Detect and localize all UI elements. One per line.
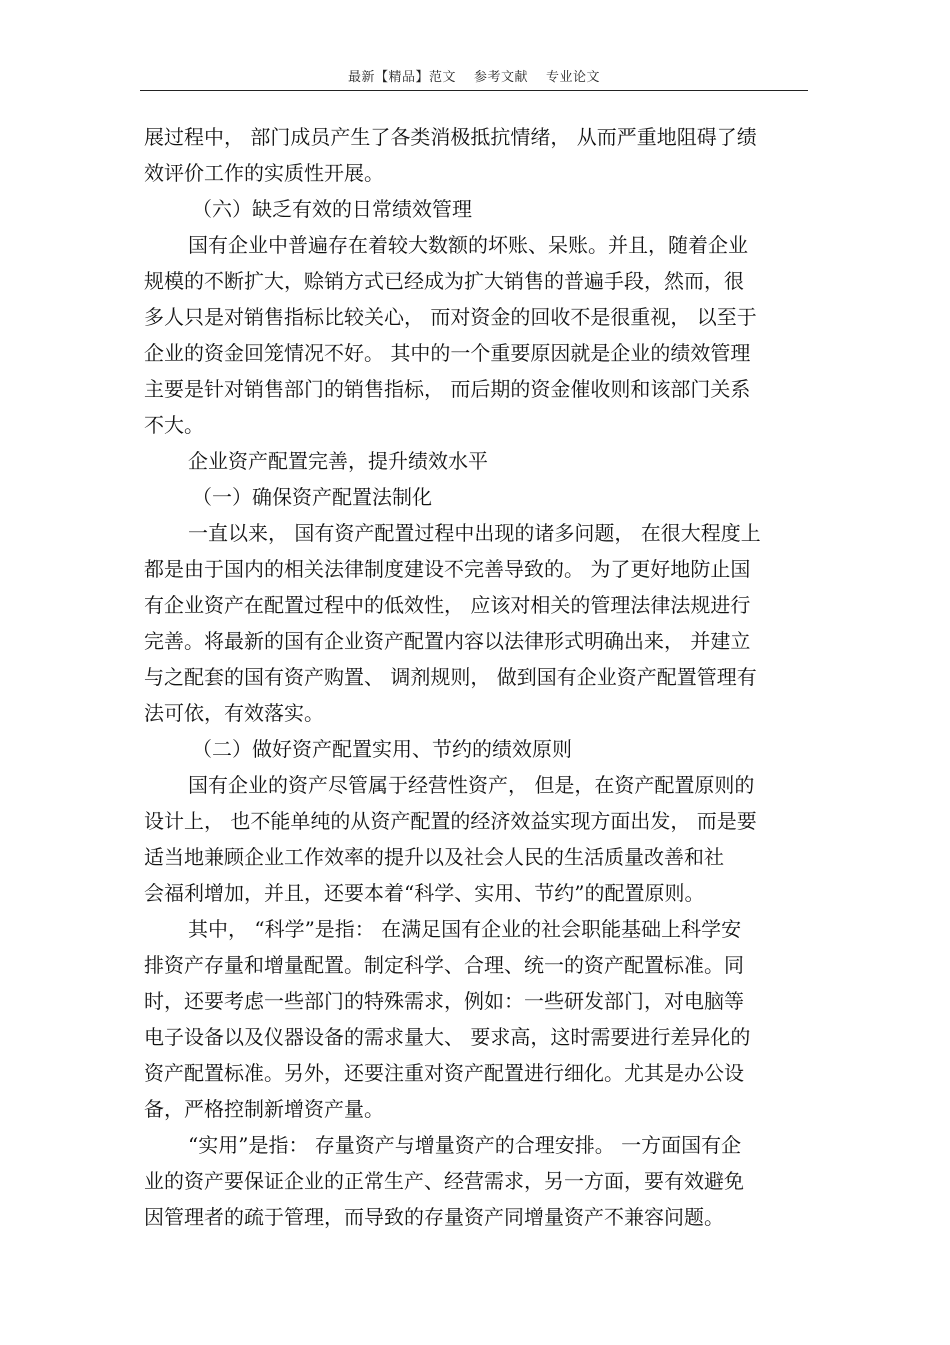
text-line: “实用”是指： 存量资产与增量资产的合理安排。 一方面国有企 [188,1133,742,1157]
text-line: 展过程中， 部门成员产生了各类消极抵抗情绪， 从而严重地阻碍了绩 [144,125,757,149]
text-line: 其中， “科学”是指： 在满足国有企业的社会职能基础上科学安 [188,917,742,941]
text-line: 排资产存量和增量配置。制定科学、合理、统一的资产配置标准。同 [144,953,744,977]
text-line: 国有企业的资产尽管属于经营性资产， 但是，在资产配置原则的 [188,773,755,797]
header-divider [140,90,808,91]
header-item-fanwen: 最新【精品】范文 [347,70,456,85]
text-line: 资产配置标准。另外，还要注重对资产配置进行细化。尤其是办公设 [144,1061,744,1085]
text-line: 电子设备以及仪器设备的需求量大、 要求高，这时需要进行差异化的 [144,1025,751,1049]
section-heading: （一）确保资产配置法制化 [192,485,432,509]
text-line: 因管理者的疏于管理，而导致的存量资产同增量资产不兼容问题。 [144,1205,724,1229]
text-line: 与之配套的国有资产购置、 调剂规则， 做到国有企业资产配置管理有 [144,665,757,689]
text-line: 适当地兼顾企业工作效率的提升以及社会人民的生活质量改善和社 [144,845,724,869]
document-body [144,119,808,1235]
text-line: 主要是针对销售部门的销售指标， 而后期的资金催收则和该部门关系 [144,377,751,401]
text-line: 一直以来， 国有资产配置过程中出现的诸多问题， 在很大程度上 [188,521,761,545]
text-line: 多人只是对销售指标比较关心， 而对资金的回收不是很重视， 以至于 [144,305,757,329]
text-line: 备，严格控制新增资产量。 [144,1097,384,1121]
text-line: 不大。 [144,413,204,437]
section-heading: （二）做好资产配置实用、节约的绩效原则 [192,737,572,761]
section-heading: （六）缺乏有效的日常绩效管理 [192,197,472,221]
text-line: 国有企业中普遍存在着较大数额的坏账、呆账。并且，随着企业 [188,233,748,257]
text-line: 时，还要考虑一些部门的特殊需求，例如：一些研发部门，对电脑等 [144,989,744,1013]
header-item-cankao: 参考文献 [473,70,528,85]
text-line: 企业的资金回笼情况不好。 其中的一个重要原因就是企业的绩效管理 [144,341,751,365]
text-line: 法可依，有效落实。 [144,701,324,725]
text-line: 效评价工作的实质性开展。 [144,161,384,185]
text-line: 设计上， 也不能单纯的从资产配置的经济效益实现方面出发， 而是要 [144,809,757,833]
text-line: 都是由于国内的相关法律制度建设不完善导致的。 为了更好地防止国 [144,557,751,581]
chapter-heading: 企业资产配置完善，提升绩效水平 [188,449,488,473]
text-line: 业的资产要保证企业的正常生产、经营需求，另一方面，要有效避免 [144,1169,744,1193]
text-line: 有企业资产在配置过程中的低效性， 应该对相关的管理法律法规进行 [144,593,751,617]
text-line: 规模的不断扩大，赊销方式已经成为扩大销售的普遍手段，然而，很 [144,269,744,293]
text-line: 完善。将最新的国有企业资产配置内容以法律形式明确出来， 并建立 [144,629,751,653]
page-header [140,66,808,85]
header-item-lunwen: 专业论文 [546,70,601,85]
text-line: 会福利增加，并且，还要本着“科学、实用、节约”的配置原则。 [144,881,705,905]
